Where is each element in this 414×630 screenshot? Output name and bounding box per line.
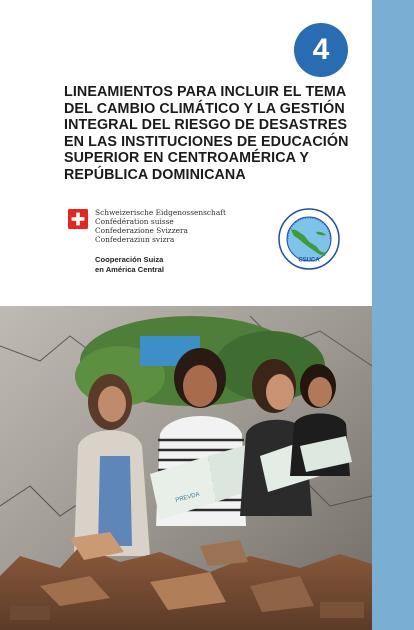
side-color-band [372,0,414,630]
title-line: LINEAMIENTOS PARA INCLUIR EL TEMA [64,84,347,100]
csuca-logo [278,208,340,270]
cooperation-line: en América Central [95,264,164,274]
swiss-confederation-names [95,209,226,245]
title-line: EN LAS INSTITUCIONES DE EDUCACIÓN [64,133,349,150]
document-title [64,84,354,184]
svg-text:PREVDA: PREVDA [174,491,201,504]
volume-number-badge: 4 [294,23,348,77]
confederation-name: Confederaziun svizra [95,234,175,244]
title-line: REPÚBLICA DOMINICANA [64,166,246,183]
title-line: INTEGRAL DEL RIESGO DE DESASTRES [64,117,348,134]
cooperation-line: Cooperación Suiza [95,255,164,264]
title-line: SUPERIOR EN CENTROAMÉRICA Y [64,150,309,167]
swiss-cooperation-label [95,255,164,274]
confederation-name: Schweizerische Eidgenossenschaft [95,208,226,217]
confederation-name: Confédération suisse [95,216,174,226]
csuca-acronym: CSUCA [298,257,320,264]
title-line: DEL CAMBIO CLIMÁTICO Y LA GESTIÓN [64,100,345,117]
confederation-name: Confederazione Svizzera [95,225,188,235]
cover-photo [0,306,372,630]
swiss-flag-icon [68,209,88,229]
